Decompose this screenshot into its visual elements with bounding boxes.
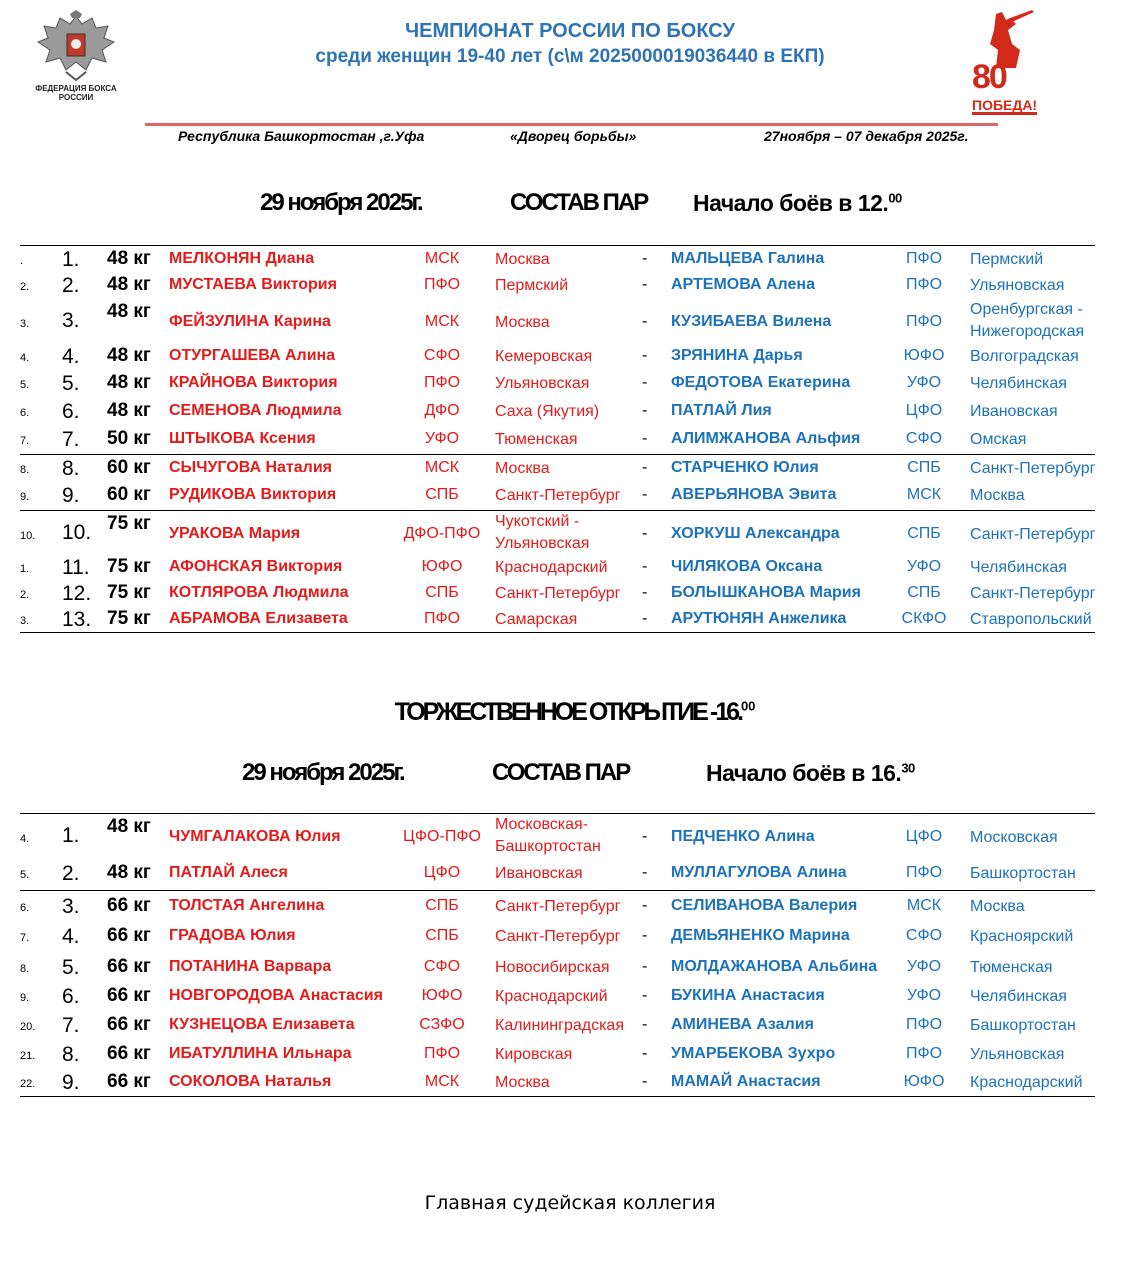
weight-class: 48 кг [107,248,151,269]
red-corner-region: Кемеровская [495,348,593,365]
bout-number: 6. [62,985,80,1008]
bout-number: 5. [62,956,80,979]
red-corner-federation: ДФО [424,402,460,419]
session2-table [20,813,1095,1097]
weight-class: 66 кг [107,985,151,1006]
vs-dash: - [642,558,648,575]
blue-corner-name: ХОРКУШ Александра [671,525,840,542]
red-corner-name: СОКОЛОВА Наталья [169,1073,332,1090]
bout-number: 8. [62,457,80,480]
row-index: 7. [20,435,30,447]
weight-class: 60 кг [107,484,151,505]
red-corner-name: АФОНСКАЯ Виктория [169,558,343,575]
bout-number: 11. [62,556,90,579]
vs-dash: - [642,610,648,627]
red-corner-name: ИБАТУЛЛИНА Ильнара [169,1045,352,1062]
red-corner-federation: УФО [424,430,460,447]
blue-corner-region-line2: Нижегородская [970,323,1085,340]
session2-start-sup: 30 [901,760,915,776]
red-corner-region: Саха (Якутия) [495,403,600,420]
weight-class: 60 кг [107,457,151,478]
weight-class: 66 кг [107,1014,151,1035]
red-corner-region: Кировская [495,1046,573,1063]
blue-corner-federation: УФО [906,987,942,1004]
blue-corner-region: Челябинская [970,375,1067,392]
blue-corner-name: ПЕДЧЕНКО Алина [671,828,815,845]
row-index: 8. [20,963,30,975]
bout-row [20,343,1095,370]
bout-number: 8. [62,1043,80,1066]
red-corner-region [495,814,601,858]
red-corner-name: ТОЛСТАЯ Ангелина [169,897,325,914]
blue-corner-name: СЕЛИВАНОВА Валерия [671,897,858,914]
blue-corner-name: АМИНЕВА Азалия [671,1016,814,1033]
red-corner-region: Тюменская [495,431,578,448]
red-corner-region: Москва [495,460,550,477]
blue-corner-region: Санкт-Петербург [970,460,1096,477]
bout-row [20,982,1095,1011]
red-corner-name: ОТУРГАШЕВА Алина [169,347,336,364]
vs-dash: - [642,486,648,503]
blue-corner-region: Башкортостан [970,1017,1076,1034]
footer-signature: Главная судейская коллегия [424,1192,716,1214]
red-corner-region-line1: Московская- [495,816,589,833]
blue-corner-region: Ивановская [970,403,1058,420]
bout-number: 10. [62,521,92,544]
blue-corner-federation: ЮФО [903,347,945,364]
bout-row [20,1041,1095,1069]
vs-dash: - [642,250,648,267]
blue-corner-federation: СПБ [907,459,941,476]
row-index: 1. [20,563,30,575]
red-corner-region: Санкт-Петербург [495,585,621,602]
row-index: 4. [20,352,30,364]
blue-corner-region: Москва [970,898,1025,915]
red-corner-federation: ЦФО-ПФО [403,828,481,845]
blue-corner-name: АРУТЮНЯН Анжелика [671,610,847,627]
red-corner-federation: СФО [423,347,461,364]
location-text: Республика Башкортостан ,г.Уфа [178,128,425,144]
weight-class: 48 кг [107,862,151,883]
row-index: 8. [20,464,30,476]
red-corner-region: Москва [495,1074,550,1091]
blue-corner-federation: СПБ [907,525,941,542]
red-corner-federation: ЦФО [423,864,461,881]
vs-dash: - [642,525,648,542]
bout-row [20,1011,1095,1041]
red-corner-region: Пермский [495,277,569,294]
blue-corner-region: Челябинская [970,988,1067,1005]
blue-corner-name: МУЛЛАГУЛОВА Алина [671,864,847,881]
weight-class: 75 кг [107,608,151,629]
victory-word: ПОБЕДА! [972,97,1038,113]
red-corner-federation: СЗФО [419,1016,465,1033]
vs-dash: - [642,276,648,293]
session2-label: СОСТАВ ПАР [492,759,630,786]
row-index: 22. [20,1078,36,1090]
bout-row [20,581,1095,607]
bout-number: 5. [62,372,80,395]
red-corner-name: МЕЛКОНЯН Диана [169,250,315,267]
blue-corner-region: Челябинская [970,559,1067,576]
red-corner-federation: СПБ [425,584,459,601]
bout-number: 1. [62,248,80,271]
bout-number: 4. [62,345,80,368]
red-corner-name: СЫЧУГОВА Наталия [169,459,332,476]
blue-corner-name: ЧИЛЯКОВА Оксана [671,558,823,575]
red-corner-federation: МСК [424,313,460,330]
vs-dash: - [642,897,648,914]
blue-corner-federation: ПФО [905,1045,943,1062]
bout-row [20,299,1095,343]
row-index: 5. [20,379,30,391]
red-corner-region: Санкт-Петербург [495,928,621,945]
red-corner-name: СЕМЕНОВА Людмила [169,402,342,419]
bout-number: 3. [62,895,80,918]
row-index: 7. [20,932,30,944]
blue-corner-name: АВЕРЬЯНОВА Эвита [671,486,837,503]
red-corner-name: УРАКОВА Мария [169,525,301,542]
red-corner-region-line2: Башкортостан [495,838,601,855]
red-corner-name: ГРАДОВА Юлия [169,927,296,944]
red-corner-federation: ЮФО [421,558,463,575]
vs-dash: - [642,584,648,601]
bout-number: 7. [62,1014,80,1037]
session1-start [693,190,902,217]
red-corner-name: КОТЛЯРОВА Людмила [169,584,349,601]
blue-corner-federation: УФО [906,558,942,575]
blue-corner-federation: МСК [906,897,942,914]
weight-class: 48 кг [107,274,151,295]
weight-class: 75 кг [107,582,151,603]
session1-start-text: Начало боёв в 12. [693,190,889,216]
bout-number: 4. [62,925,80,948]
row-index: 6. [20,902,30,914]
red-corner-federation: ДФО-ПФО [403,525,481,542]
dates-text: 27ноября – 07 декабря 2025г. [764,128,969,144]
blue-corner-region: Москва [970,487,1025,504]
bout-row [20,813,1095,857]
row-index: 5. [20,869,30,881]
eagle-emblem-icon [36,10,116,82]
blue-corner-name: КУЗИБАЕВА Вилена [671,313,832,330]
row-index: 2. [20,589,30,601]
red-corner-name: КУЗНЕЦОВА Елизавета [169,1016,355,1033]
vs-dash: - [642,459,648,476]
vs-dash: - [642,1045,648,1062]
vs-dash: - [642,927,648,944]
red-corner-federation: ПФО [423,610,461,627]
vs-dash: - [642,864,648,881]
weight-class: 66 кг [107,895,151,916]
blue-corner-name: ФЕДОТОВА Екатерина [671,374,851,391]
blue-corner-region: Ставропольский [970,611,1092,628]
bout-row [20,953,1095,982]
blue-corner-federation: СПБ [907,584,941,601]
red-corner-name: ПАТЛАЙ Алеся [169,864,288,881]
red-corner-region-line2: Ульяновская [495,535,590,552]
weight-class: 75 кг [107,513,151,534]
bout-number: 1. [62,824,80,847]
bout-row [20,510,1095,554]
federation-logo [30,10,122,110]
blue-corner-federation: ЮФО [903,1073,945,1090]
blue-corner-name: БУКИНА Анастасия [671,987,825,1004]
red-corner-name: ЧУМГАЛАКОВА Юлия [169,828,341,845]
bout-row [20,370,1095,397]
row-index: 9. [20,992,30,1004]
row-index: 20. [20,1021,36,1033]
bout-row [20,426,1095,454]
vs-dash: - [642,313,648,330]
blue-corner-region: Ульяновская [970,277,1065,294]
row-index: 4. [20,833,30,845]
blue-corner-federation: СФО [905,430,943,447]
vs-dash: - [642,958,648,975]
weight-class: 66 кг [107,956,151,977]
red-corner-name: КРАЙНОВА Виктория [169,374,338,391]
blue-corner-federation: ПФО [905,1016,943,1033]
row-index: 9. [20,491,30,503]
red-corner-region: Калининградская [495,1017,624,1034]
weight-class: 48 кг [107,816,151,837]
blue-corner-region: Башкортостан [970,865,1076,882]
red-corner-federation: ПФО [423,276,461,293]
red-corner-region: Москва [495,314,550,331]
blue-corner-federation: ЦФО [905,402,943,419]
federation-caption: ФЕДЕРАЦИЯ БОКСА РОССИИ [35,84,117,102]
red-corner-name: ФЕЙЗУЛИНА Карина [169,313,331,330]
blue-corner-name: МАЛЬЦЕВА Галина [671,250,825,267]
bout-row [20,890,1095,921]
red-corner-region-line1: Чукотский - [495,513,580,530]
blue-corner-federation: СФО [905,927,943,944]
red-corner-region: Самарская [495,611,578,628]
red-corner-federation: СФО [423,958,461,975]
row-index: 2. [20,281,30,293]
weight-class: 48 кг [107,345,151,366]
blue-corner-name: АЛИМЖАНОВА Альфия [671,430,861,447]
bout-row [20,857,1095,890]
vs-dash: - [642,1073,648,1090]
session1-table [20,245,1095,633]
blue-corner-federation: ПФО [905,864,943,881]
red-corner-federation: ПФО [423,1045,461,1062]
blue-corner-region: Московская [970,829,1058,846]
victory-80-logo [966,10,1050,120]
header-divider [145,123,998,126]
opening-ceremony [0,698,1122,727]
bout-row [20,607,1095,633]
vs-dash: - [642,430,648,447]
blue-corner-region: Пермский [970,251,1044,268]
session2-start [706,760,915,787]
venue-text: «Дворец борьбы» [510,128,637,144]
weight-class: 75 кг [107,556,151,577]
blue-corner-region: Омская [970,431,1027,448]
red-corner-federation: СПБ [425,927,459,944]
blue-corner-federation: ЦФО [905,828,943,845]
bout-row [20,245,1095,273]
red-corner-federation: МСК [424,1073,460,1090]
blue-corner-region: Краснодарский [970,1074,1083,1091]
weight-class: 48 кг [107,400,151,421]
blue-corner-name: МАМАЙ Анастасия [671,1073,821,1090]
vs-dash: - [642,347,648,364]
red-corner-region: Новосибирская [495,959,610,976]
blue-corner-name: ДЕМЬЯНЕНКО Марина [671,927,850,944]
blue-corner-federation: ПФО [905,313,943,330]
weight-class: 66 кг [107,1043,151,1064]
row-index: 6. [20,407,30,419]
opening-text: ТОРЖЕСТВЕННОЕ ОТКРЫТИЕ -16. [394,698,741,726]
red-corner-name: НОВГОРОДОВА Анастасия [169,987,383,1004]
opening-sup: 00 [740,698,756,714]
bout-number: 2. [62,274,80,297]
bout-number: 6. [62,400,80,423]
blue-corner-federation: УФО [906,374,942,391]
blue-corner-region: Волгоградская [970,348,1079,365]
blue-corner-federation: УФО [906,958,942,975]
bout-number: 9. [62,484,80,507]
blue-corner-region: Красноярский [970,928,1074,945]
red-corner-region: Ульяновская [495,375,590,392]
session2-date: 29 ноября 2025г. [242,759,404,786]
row-index: . [20,255,24,267]
red-corner-name: ШТЫКОВА Ксения [169,430,316,447]
blue-corner-name: СТАРЧЕНКО Юлия [671,459,819,476]
vs-dash: - [642,374,648,391]
row-index: 10. [20,530,36,542]
blue-corner-name: ПАТЛАЙ Лия [671,402,772,419]
blue-corner-region [970,299,1084,343]
red-corner-federation: МСК [424,459,460,476]
blue-corner-region: Санкт-Петербург [970,585,1096,602]
vs-dash: - [642,402,648,419]
session1-start-sup: 00 [888,190,902,206]
blue-corner-name: АРТЕМОВА Алена [671,276,815,293]
session1-label: СОСТАВ ПАР [510,189,648,216]
weight-class: 50 кг [107,428,151,449]
red-corner-region: Москва [495,251,550,268]
bout-number: 13. [62,608,92,631]
red-corner-name: МУСТАЕВА Виктория [169,276,337,293]
bout-number: 7. [62,428,80,451]
session2-start-text: Начало боёв в 16. [706,760,902,786]
weight-class: 66 кг [107,925,151,946]
blue-corner-federation: МСК [906,486,942,503]
blue-corner-region: Санкт-Петербург [970,526,1096,543]
session1-date: 29 ноября 2025г. [260,189,422,216]
red-corner-region: Краснодарский [495,988,608,1005]
bout-number: 2. [62,862,80,885]
red-corner-federation: МСК [424,250,460,267]
victory-80-number: 80 [972,58,1006,96]
vs-dash: - [642,987,648,1004]
row-index: 21. [20,1050,36,1062]
blue-corner-federation: СКФО [901,610,947,627]
red-corner-federation: ЮФО [421,987,463,1004]
row-index: 3. [20,615,30,627]
red-corner-federation: СПБ [425,897,459,914]
page-title: ЧЕМПИОНАТ РОССИИ ПО БОКСУ [405,20,735,42]
vs-dash: - [642,1016,648,1033]
red-corner-federation: ПФО [423,374,461,391]
row-index: 3. [20,318,30,330]
blue-corner-federation: ПФО [905,276,943,293]
blue-corner-region-line1: Оренбургская - [970,301,1083,318]
red-corner-name: РУДИКОВА Виктория [169,486,337,503]
weight-class: 66 кг [107,1071,151,1092]
bout-row [20,397,1095,426]
red-corner-region: Санкт-Петербург [495,898,621,915]
bout-number: 12. [62,582,92,605]
red-corner-name: ПОТАНИНА Варвара [169,958,332,975]
bout-row [20,273,1095,299]
vs-dash: - [642,828,648,845]
red-corner-federation: СПБ [425,486,459,503]
bout-number: 3. [62,309,80,332]
blue-corner-name: УМАРБЕКОВА Зухро [671,1045,836,1062]
blue-corner-name: МОЛДАЖАНОВА Альбина [671,958,878,975]
red-corner-region: Санкт-Петербург [495,487,621,504]
page-subtitle: среди женщин 19-40 лет (с\м 2025000019036440 в ЕКП) [315,46,825,67]
bout-number: 9. [62,1071,80,1094]
bout-row [20,1069,1095,1097]
bout-row [20,921,1095,953]
bout-row [20,482,1095,510]
blue-corner-federation: ПФО [905,250,943,267]
bout-row [20,454,1095,482]
red-corner-name: АБРАМОВА Елизавета [169,610,348,627]
blue-corner-name: ЗРЯНИНА Дарья [671,347,803,364]
bout-row [20,554,1095,581]
weight-class: 48 кг [107,372,151,393]
blue-corner-region: Тюменская [970,959,1053,976]
red-corner-region [495,511,589,555]
red-corner-region: Краснодарский [495,559,608,576]
red-corner-region: Ивановская [495,865,583,882]
blue-corner-region: Ульяновская [970,1046,1065,1063]
blue-corner-name: БОЛЫШКАНОВА Мария [671,584,861,601]
weight-class: 48 кг [107,301,151,322]
